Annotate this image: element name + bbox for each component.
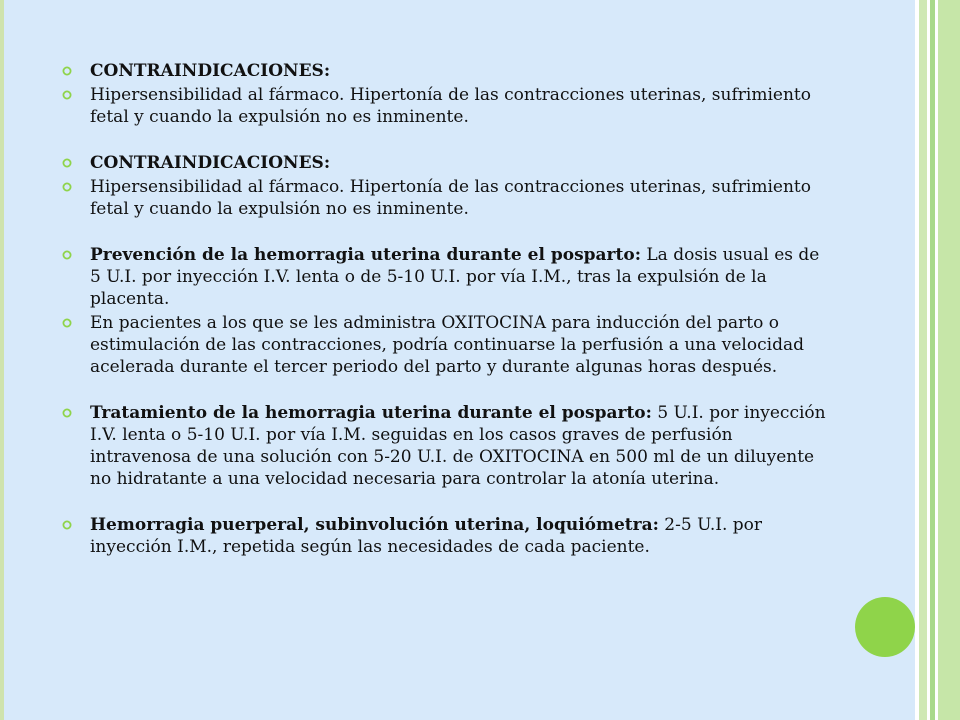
left-edge-stripe bbox=[0, 0, 4, 720]
list-item bbox=[62, 402, 832, 490]
list-item bbox=[62, 312, 832, 378]
item-text: 2-5 U.I. por inyección I.M., repetida según las necesidades de cada paciente. bbox=[90, 515, 763, 557]
list-item bbox=[62, 152, 832, 174]
circle-bullet-icon bbox=[62, 520, 72, 530]
item-text: En pacientes a los que se les administra OXITOCINA para inducción del parto o estimulación de las contracciones, podría continuarse la perfusión a una velocidad acelerada durante el tercer periodo del parto y durante algunas horas después. bbox=[90, 313, 804, 377]
right-stripe bbox=[938, 0, 960, 720]
circle-bullet-icon bbox=[62, 90, 72, 100]
item-text: Hipersensibilidad al fármaco. Hipertonía de las contracciones uterinas, sufrimiento fetal y cuando la expulsión no es inminente. bbox=[90, 177, 811, 219]
list-item bbox=[62, 84, 832, 128]
circle-bullet-icon bbox=[62, 318, 72, 328]
list-item bbox=[62, 176, 832, 220]
item-text: 5 U.I. por inyección I.V. lenta o 5-10 U.I. por vía I.M. seguidas en los casos graves de perfusión intravenosa de una solución con 5-20 U.I. de OXITOCINA en 500 ml de un diluyente no hidratante a una velocidad necesaria para controlar la atonía uterina. bbox=[90, 403, 826, 489]
circle-bullet-icon bbox=[62, 66, 72, 76]
circle-bullet-icon bbox=[62, 158, 72, 168]
item-heading: CONTRAINDICACIONES: bbox=[90, 61, 331, 81]
right-stripe bbox=[919, 0, 927, 720]
slide-content bbox=[62, 60, 832, 558]
circle-bullet-icon bbox=[62, 182, 72, 192]
list-item bbox=[62, 514, 832, 558]
item-text: La dosis usual es de 5 U.I. por inyección I.V. lenta o de 5-10 U.I. por vía I.M., tras la expulsión de la placenta. bbox=[90, 245, 820, 309]
item-heading: CONTRAINDICACIONES: bbox=[90, 153, 331, 173]
circle-bullet-icon bbox=[62, 250, 72, 260]
item-text: Hipersensibilidad al fármaco. Hipertonía de las contracciones uterinas, sufrimiento fetal y cuando la expulsión no es inminente. bbox=[90, 85, 811, 127]
list-item bbox=[62, 60, 832, 82]
circle-bullet-icon bbox=[62, 408, 72, 418]
item-heading: Hemorragia puerperal, subinvolución uterina, loquiómetra: bbox=[90, 515, 659, 535]
item-heading: Prevención de la hemorragia uterina durante el posparto: bbox=[90, 245, 641, 265]
list-item bbox=[62, 244, 832, 310]
item-heading: Tratamiento de la hemorragia uterina durante el posparto: bbox=[90, 403, 652, 423]
decorative-circle bbox=[855, 597, 915, 657]
